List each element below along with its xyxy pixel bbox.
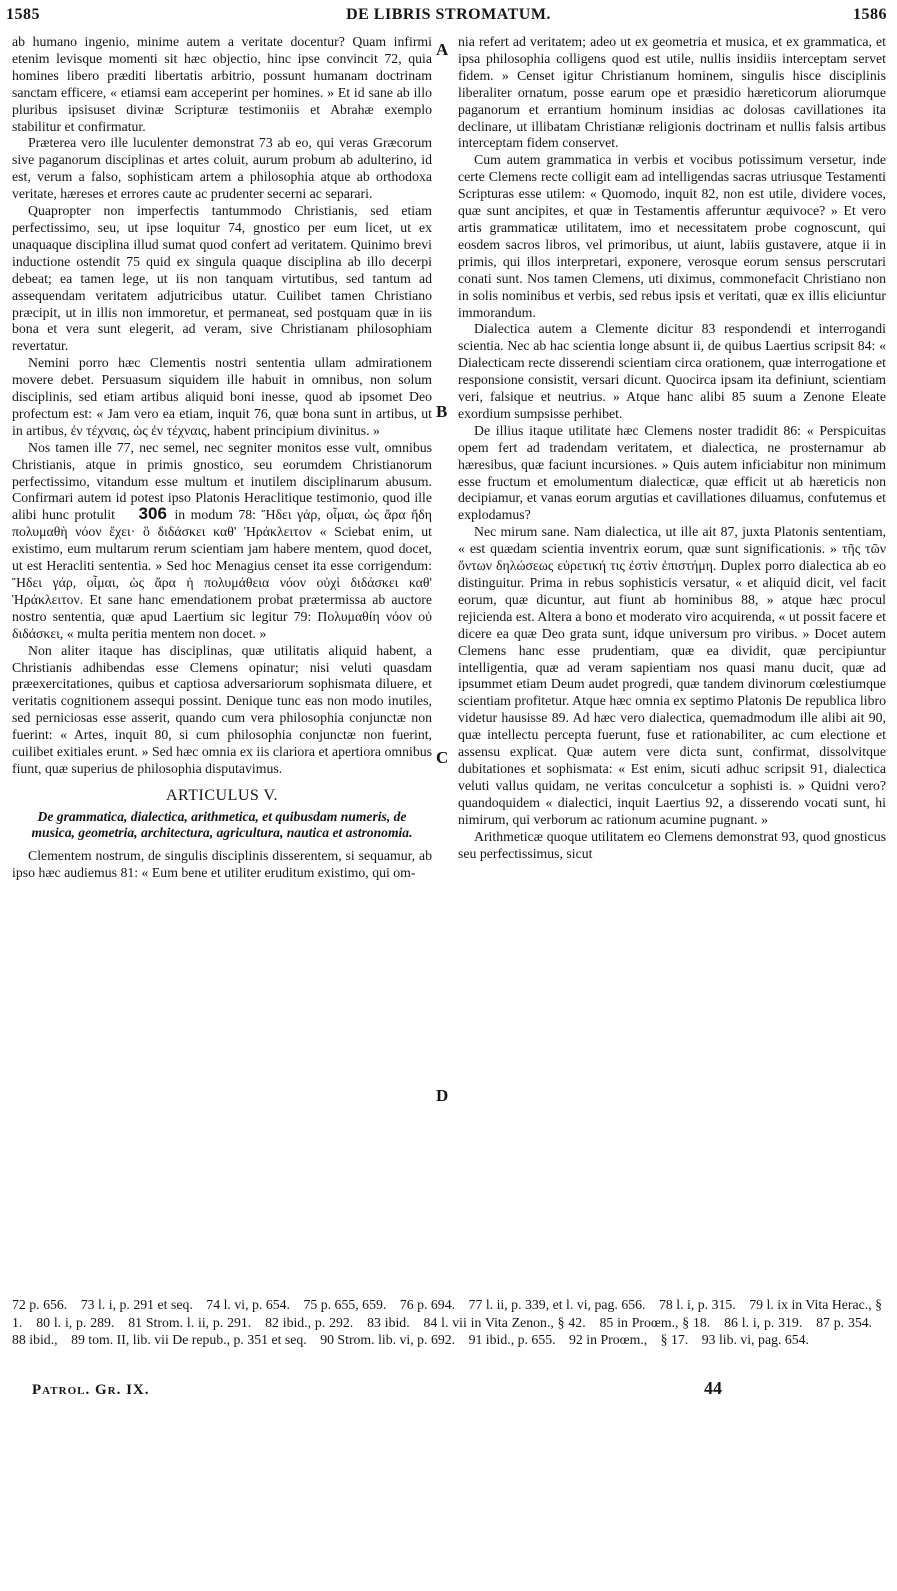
- sheet-signature: 44: [704, 1378, 722, 1398]
- paragraph: Arithmeticæ quoque utilitatem eo Clemens demonstrat 93, quod gnosticus seu perfectissimus, sicut: [458, 828, 886, 861]
- footnote: 78 l. i, p. 315.: [658, 1297, 736, 1312]
- footnote: 79 l. ix in Vita Herac., § 1.: [12, 1297, 883, 1330]
- paragraph: Quapropter non imperfectis tantummodo Christianis, sed etiam perfectissimo, seu, ut ipse loquitur 74, gnostico per eum licet, ut ex unaquaque disciplina illud sumat quod confert ad veritatem. Quinimo brevi inductione ostendit 75 quid ex singula quaque disciplina ab illo decerpi debeat; ea tamen lege, ut iis non tanquam virtutibus, sed tantum ad assequendam veritatem adjutricibus utatur. Cuilibet tamen Christiano præcipit, ut in illis non immoretur, et permaneat, sed postquam quæ in iis bona et vera sunt elegerit, ad veram, sive Christianam philosophiam revertatur.: [12, 203, 432, 354]
- footnotes: [12, 1296, 882, 1349]
- footnote: 93 lib. vi, pag. 654.: [701, 1332, 810, 1347]
- column-number: 306: [138, 504, 167, 524]
- footnote: 74 l. vi, p. 654.: [206, 1297, 290, 1312]
- footnote: 82 ibid., p. 292.: [265, 1314, 354, 1330]
- footnote: 85 in Proœm., § 18.: [599, 1314, 711, 1330]
- footnote: 83 ibid.: [367, 1314, 410, 1330]
- footnote: 88 ibid.,: [12, 1332, 58, 1347]
- article-subtitle: De grammatica, dialectica, arithmetica, et quibusdam numeris, de musica, geometria, architectura, agricultura, nautica et astronomia.: [31, 808, 413, 841]
- footnote: 81 Strom. l. ii, p. 291.: [128, 1314, 252, 1330]
- paragraph: Clementem nostrum, de singulis disciplinis disserentem, si sequamur, ab ipso hæc audiemus 81: « Eum bene et utiliter eruditum existimo, qui om-: [12, 847, 432, 880]
- paragraph: Nemini porro hæc Clementis nostri sententia ullam admirationem movere debet. Persuasum siquidem ille habuit in omnibus, non solum disciplinis, sed etiam artibus aliquid boni inesse, quod ab ipsomet Deo profectum est: « Jam vero ea etiam, inquit 76, quæ bona sunt in artibus, ut in artibus, ἐν τέχναις, ὡς ἐν τέχναις, habent principium divinitus. »: [12, 355, 432, 438]
- footnote: 91 ibid., p. 655.: [468, 1332, 556, 1347]
- paragraph-text: in modum 78: Ἤδει γάρ, οἶμαι, ὡς ἄρα ἤδη πολυμαθὴ νόον ἔχει· ὃ διδάσκει καθ' Ἡράκλειτον « Sciebat enim, ut existimo, eum multarum rerum scientiam jam habere mentem, quod docet, ut est Heracliti sententia. » Sed hoc Menagius censet ita esse corrigendum: Ἤδει γάρ, οἶμαι, ὡς ἄρα ἡ πολυμάθεια νόον οὐχὶ διδάσκει καθ' Ἡράκλειτον. Et sane hanc emendationem probat prætermissa ab auctore nostro sententia, quæ apud Laertium sic legitur 79: Πολυμαθίη νόον οὐ διδάσκει, « multa peritia mentem non docet. »: [12, 507, 432, 641]
- footnote: 76 p. 694.: [399, 1297, 456, 1312]
- article-title: ARTICULUS V.: [165, 786, 279, 804]
- footnote: 73 l. i, p. 291 et seq.: [80, 1297, 193, 1312]
- footnote: 92 in Proœm.,: [569, 1332, 648, 1347]
- footnote: 87 p. 354.: [816, 1314, 873, 1330]
- paragraph: Præterea vero ille luculenter demonstrat 73 ab eo, qui veras Græcorum sive paganorum disciplinas et artes coluit, aurum probum ab adulterino, id est, verum a falso, sophisticam artem a philosophia atque ab orthodoxa veritate, hæreses et errores caute ac prudenter secerni ac separari.: [12, 135, 432, 202]
- paragraph-text: Nos tamen ille 77, nec semel, nec segniter monitos esse vult, omnibus Christianis, atque in primis gnostico, seu eorumdem Christianorum perfectissimo, vitandum esse multum et inutilem disciplinarum abusum. Confirmari autem id potest ipso Platonis Heraclitique testimonio, quod ille alibi hunc protulit: [12, 439, 432, 523]
- paragraph: Nec mirum sane. Nam dialectica, ut ille ait 87, juxta Platonis sententiam, « est quædam scientia inventrix eorum, quæ sunt significationis. » τῆς τῶν ὄντων δηλώσεως εὑρετική τις ἐστὶν ἐπιστήμη. Duplex porro dialectica ab eo distinguitur. Prima in rebus sophisticis versatur, « et aliquid dicit, vel facit eorum, quæ dicuntur, aut fiunt ab hominibus 88, » atque hæc procul rejicienda est. Altera a bono et moderato viro acquirenda, « ut possit facere et dicere ea quæ Deo grata sunt, idque universum pro viribus. » Docet autem Clemens hanc esse prudentiam, quæ ea dividit, quæ percipiuntur intelligentia, quæ ad veram sapientiam nos quasi manu ducit, quæ ad ipsummet etiam Deum audet progredi, quæ tandem divinorum cœlestiumque scientiam profitetur. Atque hæc omnia ex septimo Platonis De republica libro videtur hausisse 89. Ad hæc vero dialectica, quemadmodum ille alibi ait 90, quæ intellectu percepta fuerunt, fuse et rationabiliter, ac cum electione et assensu explicat. Quæ autem vere dicta sunt, confirmat, dissolvitque dubitationes et sophismata: « Est enim, sicuti adhuc scripsit 91, dialectica veluti vallus quidam, ne veritas conculcetur a sophisti is. » Quidni vero? quandoquidem « dialectici, inquit Laertius 92, a disserendo vocati sunt, hi nimirum, qui verborum ac rationum acumine pugnant. »: [458, 524, 886, 827]
- margin-marker-d: D: [436, 1086, 449, 1105]
- footnote: 84 l. vii in Vita Zenon., § 42.: [423, 1314, 586, 1330]
- left-column: [12, 34, 432, 1284]
- paragraph: De illius itaque utilitate hæc Clemens noster tradidit 86: « Perspicuitas opem fert ad tradendam veritatem, et dialectica, ne prosternamur ab hæresibus, quæ faciunt incursiones. » Quis autem inficiabitur non minimum esse fructum et emolumentum dialecticæ, quæ efficit ut ab hæreticis non decipiamur, et vanas eorum argutias et cavillationes diluamus, confutemus et explodamus?: [458, 422, 886, 523]
- paragraph: Cum autem grammatica in verbis et vocibus potissimum versetur, inde certe Clemens recte colligit eam ad intelligendas sacras utriusque Testamenti Scripturas esse utilem: « Quomodo, inquit 82, non est utile, dividere voces, quæ sunt ancipites, et quæ in Testamentis afferuntur æquivoce? » Et vero artis grammaticæ utilitatem, imo et necessitatem probe cognoscunt, qui eosdem sacros libros, vel primoribus, ut aiunt, labiis gustavere, atque ii in primis, qui illos interpretari, exponere, verosque eorum sensus perscrutari conati sunt. Nos tamen Clemens, uti diximus, commonefacit Christiano non in solis nominibus et verbis, sed rebus ipsis et veritati, quæ ex illis eliciuntur immorandum.: [458, 152, 886, 320]
- page-number-left: 1585: [6, 6, 40, 23]
- footnote: 89 tom. II, lib. vii De repub., p. 351 et seq.: [71, 1332, 307, 1347]
- footnote: 90 Strom. lib. vi, p. 692.: [320, 1332, 456, 1347]
- footnote: 86 l. i, p. 319.: [724, 1314, 803, 1330]
- margin-marker-a: A: [436, 40, 449, 59]
- margin-marker-c: C: [436, 748, 449, 767]
- running-header: [0, 0, 897, 30]
- paragraph: Dialectica autem a Clemente dicitur 83 respondendi et interrogandi scientia. Nec ab hac scientia longe absunt ii, de quibus Laertius scripsit 84: « Dialecticam recte disserendi scientiam circa orationem, quæ interrogatione et responsione consistit, versari dicunt. Quocirca ipsam ita definiunt, scientiam veri, falsique et neutrius. » Atque hanc alibi 85 suum a Zenone Eleate exordium sumpsisse perhibet.: [458, 321, 886, 421]
- paragraph: nia refert ad veritatem; adeo ut ex geometria et musica, et ex grammatica, et ipsa philosophia colligens quod est utile, nullis insidiis interceptam servet fidem. » Censet igitur Christianum hominem, singulis hisce disciplinis liberaliter ornatum, posse earum ope et præsidio hæreticorum aliorumque paganorum et errantium hominum insidias ac dolosas cavillationes ita declinare, ut illibatam Christianæ religionis doctrinam et nullis falsis artibus interceptam fidem conservet.: [458, 34, 886, 151]
- footnote: 80 l. i, p. 289.: [36, 1314, 115, 1330]
- volume-signature: Patrol. Gr. IX.: [32, 1382, 150, 1398]
- footnote: 75 p. 655, 659.: [303, 1297, 387, 1312]
- page-number-right: 1586: [853, 6, 887, 23]
- right-column: [458, 34, 886, 1284]
- paragraph: ab humano ingenio, minime autem a veritate docentur? Quam infirmi etenim levisque momenti sit hæc objectio, hinc ipse convincit 72, quia homines libero præditi libertatis arbitrio, possunt humanam doctrinam sanctam efficere, « etiamsi eam acceperint per homines. » Et id sane ab illo pluribus ipsisuset divinæ Scripturæ testimoniis et Abrahæ exemplo stabilitur et confirmatur.: [12, 34, 432, 134]
- footnote: 77 l. ii, p. 339, et l. vi, pag. 656.: [468, 1297, 646, 1312]
- footnote: § 17.: [660, 1332, 689, 1347]
- paragraph: [12, 440, 432, 643]
- running-title: DE LIBRIS STROMATUM.: [346, 6, 551, 23]
- footnote: 72 p. 656.: [12, 1297, 68, 1312]
- margin-marker-b: B: [436, 402, 448, 421]
- paragraph: Non aliter itaque has disciplinas, quæ utilitatis aliquid habent, a Christianis adhibendas esse Clemens opinatur; nisi veluti quasdam præexercitationes, quibus et captiosa adversariorum sophismata diluere, et veritatis cognitionem assequi possint. Denique tunc eas non modo inutiles, sed perniciosas esse asserit, quando cum vera philosophia conjunctæ non fuerint: « Artes, inquit 80, si cum philosophia conjunctæ non fuerint, cuilibet exitiales erunt. » Sed hæc omnia ex iis clariora et apertiora omnibus fiunt, quæ superius de philosophia disputavimus.: [12, 642, 432, 776]
